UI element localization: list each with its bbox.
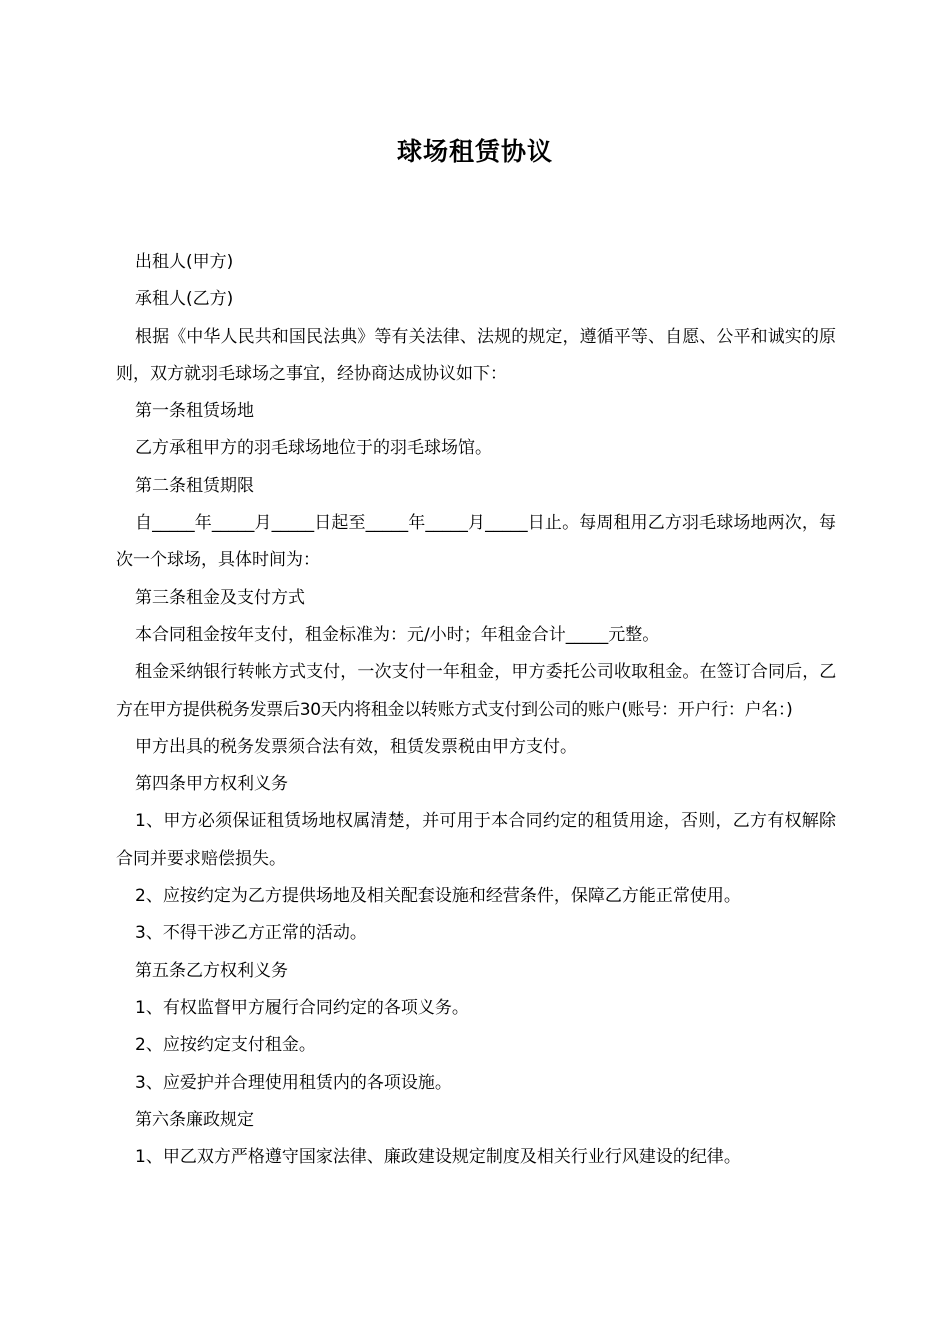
article-4-item-1: 1、甲方必须保证租赁场地权属清楚，并可用于本合同约定的租赁用途，否则，乙方有权解除合同并要求赔偿损失。 xyxy=(116,811,836,869)
article-6-heading: 第六条廉政规定 xyxy=(135,1109,254,1130)
article-4-item-3: 3、不得干涉乙方正常的活动。 xyxy=(135,923,367,944)
article-2-text: 自_____年_____月_____日起至_____年_____月_____日止。每周租用乙方羽毛球场地两次，每次一个球场，具体时间为： xyxy=(116,513,836,571)
article-6-item-1: 1、甲乙双方严格遵守国家法律、廉政建设规定制度及相关行业行风建设的纪律。 xyxy=(135,1147,741,1168)
document-title: 球场租赁协议 xyxy=(396,137,553,166)
document-body xyxy=(116,244,836,1176)
preamble-paragraph: 根据《中华人民共和国民法典》等有关法律、法规的规定，遵循平等、自愿、公平和诚实的原则，双方就羽毛球场之事宜，经协商达成协议如下： xyxy=(116,326,836,384)
article-2-heading: 第二条租赁期限 xyxy=(135,475,254,496)
article-3-text-3: 甲方出具的税务发票须合法有效，租赁发票税由甲方支付。 xyxy=(135,736,577,757)
article-1-text: 乙方承租甲方的羽毛球场地位于的羽毛球场馆。 xyxy=(135,438,492,459)
article-5-item-2: 2、应按约定支付租金。 xyxy=(135,1035,316,1056)
article-4-heading: 第四条甲方权利义务 xyxy=(135,774,288,795)
article-3-text-1: 本合同租金按年支付，租金标准为：元/小时；年租金合计_____元整。 xyxy=(135,624,660,645)
article-3-heading: 第三条租金及支付方式 xyxy=(135,587,305,608)
article-1-heading: 第一条租赁场地 xyxy=(135,401,254,422)
article-5-item-1: 1、有权监督甲方履行合同约定的各项义务。 xyxy=(135,997,469,1018)
article-5-item-3: 3、应爱护并合理使用租赁内的各项设施。 xyxy=(135,1072,452,1093)
article-5-heading: 第五条乙方权利义务 xyxy=(135,960,288,981)
article-4-item-2: 2、应按约定为乙方提供场地及相关配套设施和经营条件，保障乙方能正常使用。 xyxy=(135,886,741,907)
party-a-line: 出租人(甲方) xyxy=(135,252,234,272)
article-3-text-2: 租金采纳银行转帐方式支付，一次支付一年租金，甲方委托公司收取租金。在签订合同后，乙方在甲方提供税务发票后30天内将租金以转账方式支付到公司的账户(账号：开户行：户名：) xyxy=(116,662,836,720)
party-b-line: 承租人(乙方) xyxy=(135,289,234,310)
